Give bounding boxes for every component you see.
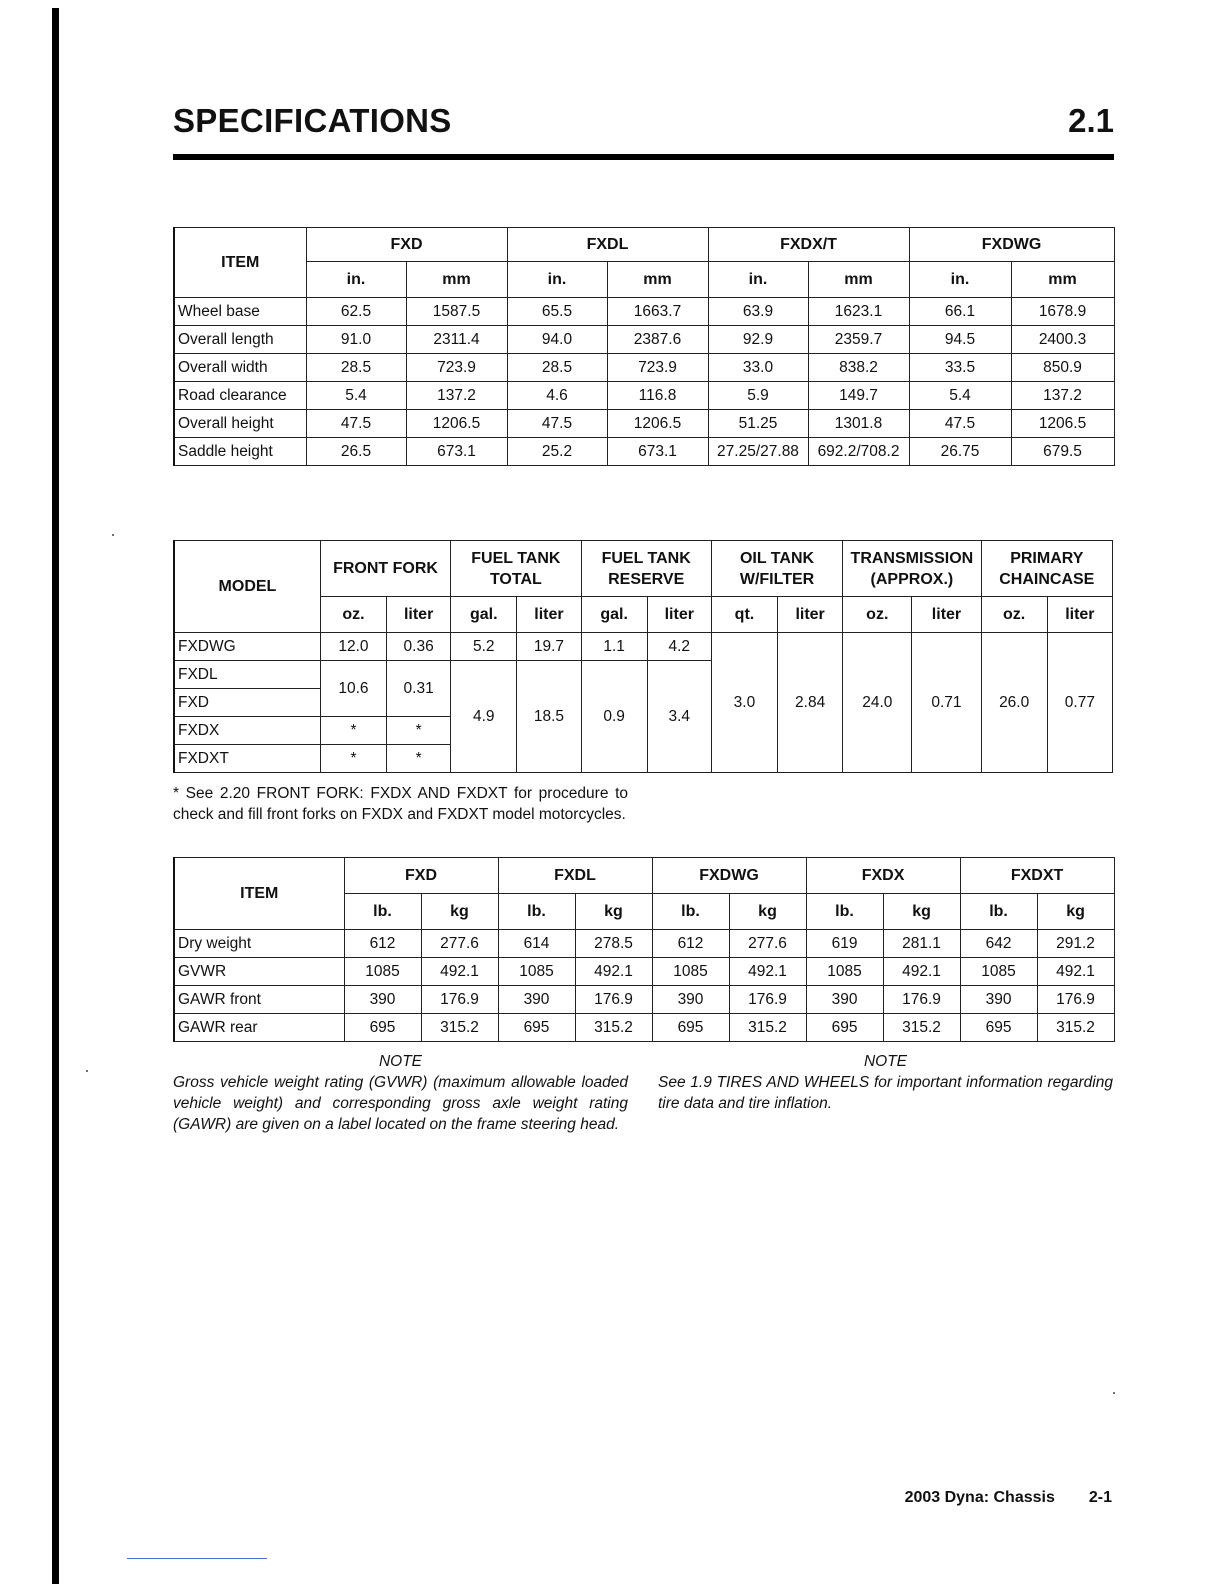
table-row [174,438,1114,466]
cell: 1301.8 [808,410,909,438]
cell: 24.0 [843,633,912,773]
cell: 315.2 [729,1014,806,1042]
unit-header: mm [808,262,909,298]
table-row [174,986,1114,1014]
cell: 1206.5 [406,410,507,438]
cell: 695 [498,1014,575,1042]
cell: 692.2/708.2 [808,438,909,466]
cell: 1623.1 [808,298,909,326]
cell: 673.1 [607,438,708,466]
cell: 91.0 [306,326,406,354]
cell: 5.4 [909,382,1011,410]
title-rule [173,154,1114,160]
cell: 492.1 [421,958,498,986]
header-line: PRIMARY [1010,549,1084,567]
tires-note [658,1051,1113,1114]
table-row [174,958,1114,986]
cell: 619 [806,930,883,958]
cell: 5.4 [306,382,406,410]
cell: 0.31 [387,661,451,717]
model-header: FXD [344,858,498,894]
table-row [174,354,1114,382]
cell: 51.25 [708,410,808,438]
unit-header: oz. [843,597,912,633]
model-header: FXDX/T [708,228,909,262]
item-header: ITEM [174,228,306,298]
model-header: FXDX [806,858,960,894]
row-label: FXDL [174,661,320,689]
header-line: CHAINCASE [999,570,1095,588]
cell: 149.7 [808,382,909,410]
cell: 1085 [960,958,1037,986]
cell: 492.1 [1037,958,1114,986]
unit-header: liter [1047,597,1112,633]
table-row [174,1014,1114,1042]
cell: 2400.3 [1011,326,1114,354]
cell: 1663.7 [607,298,708,326]
cell: 1206.5 [607,410,708,438]
cell: 28.5 [306,354,406,382]
model-header: FXDL [507,228,708,262]
weights-table [173,857,1115,1042]
page-number: 2-1 [1088,1489,1112,1506]
unit-header: liter [387,597,451,633]
header-line: RESERVE [608,570,685,588]
unit-header: kg [1037,894,1114,930]
table-row [174,298,1114,326]
header-line: FUEL TANK [601,549,691,567]
header-line: (APPROX.) [870,570,954,588]
cell: 695 [344,1014,421,1042]
unit-header: in. [306,262,406,298]
table-row [174,326,1114,354]
table-row [174,633,1113,661]
header-line: TOTAL [489,570,542,588]
unit-header: in. [708,262,808,298]
row-label: Dry weight [174,930,344,958]
gvwr-note [173,1051,628,1135]
unit-header: lb. [652,894,729,930]
cell: 28.5 [507,354,607,382]
cell: 673.1 [406,438,507,466]
cell: 0.36 [387,633,451,661]
row-label: Overall length [174,326,306,354]
cell: 277.6 [421,930,498,958]
cell: 315.2 [421,1014,498,1042]
note-heading: NOTE [863,1053,908,1070]
note-text: See 1.9 TIRES AND WHEELS for important information regarding tire data and tire inflation. [658,1074,1113,1112]
cell: 277.6 [729,930,806,958]
fuel-tank-reserve-header [581,541,711,597]
cell: 19.7 [517,633,581,661]
cell: 26.75 [909,438,1011,466]
row-label: GVWR [174,958,344,986]
cell: 62.5 [306,298,406,326]
unit-header: mm [1011,262,1114,298]
unit-header: lb. [806,894,883,930]
header-line: W/FILTER [739,570,815,588]
cell: 291.2 [1037,930,1114,958]
cell: 723.9 [607,354,708,382]
cell: 12.0 [320,633,386,661]
cell: 695 [960,1014,1037,1042]
header-line: TRANSMISSION [850,549,974,567]
row-label: Road clearance [174,382,306,410]
cell: 137.2 [1011,382,1114,410]
row-label: Saddle height [174,438,306,466]
cell: 1085 [498,958,575,986]
cell: 176.9 [883,986,960,1014]
cell: 390 [344,986,421,1014]
cell: 390 [960,986,1037,1014]
unit-header: oz. [981,597,1047,633]
scan-speck [86,1070,88,1072]
unit-header: gal. [581,597,647,633]
row-label: GAWR front [174,986,344,1014]
row-label: GAWR rear [174,1014,344,1042]
model-header: FXDWG [909,228,1114,262]
cell: 25.2 [507,438,607,466]
model-header: FXDWG [652,858,806,894]
unit-header: mm [607,262,708,298]
unit-header: oz. [320,597,386,633]
cell: 94.0 [507,326,607,354]
cell: 315.2 [883,1014,960,1042]
cell: 2359.7 [808,326,909,354]
cell: * [387,717,451,745]
page-footer [905,1489,1112,1507]
cell: 850.9 [1011,354,1114,382]
cell: 65.5 [507,298,607,326]
cell: 66.1 [909,298,1011,326]
cell: 492.1 [729,958,806,986]
cell: 315.2 [575,1014,652,1042]
model-header: FXDXT [960,858,1114,894]
scan-speck [112,534,114,536]
transmission-header [843,541,981,597]
unit-header: mm [406,262,507,298]
note-heading: NOTE [378,1053,423,1070]
table-row [174,930,1114,958]
row-label: FXDXT [174,745,320,773]
cell: 3.4 [647,661,711,773]
unit-header: liter [778,597,843,633]
cell: 1678.9 [1011,298,1114,326]
cell: 3.0 [711,633,777,773]
unit-header: kg [729,894,806,930]
row-label: FXD [174,689,320,717]
cell: 838.2 [808,354,909,382]
cell: 1587.5 [406,298,507,326]
cell: 642 [960,930,1037,958]
cell: 281.1 [883,930,960,958]
cell: 2387.6 [607,326,708,354]
cell: * [320,745,386,773]
cell: 492.1 [575,958,652,986]
footnote-text: See 2.20 FRONT FORK: FXDX AND FXDXT for procedure to check and fill front forks on FXDX and FXDXT model motorcycles. [173,785,628,823]
scan-speck [1113,1392,1115,1394]
cell: * [320,717,386,745]
row-label: Wheel base [174,298,306,326]
cell: 26.0 [981,633,1047,773]
cell: 0.77 [1047,633,1112,773]
fuel-tank-total-header [451,541,581,597]
header-line: FRONT FORK [333,560,438,577]
unit-header: lb. [344,894,421,930]
cell: 278.5 [575,930,652,958]
cell: 612 [652,930,729,958]
cell: 4.6 [507,382,607,410]
cell: 1206.5 [1011,410,1114,438]
cell: 27.25/27.88 [708,438,808,466]
model-header: FXDL [498,858,652,894]
row-label: FXDWG [174,633,320,661]
cell: 116.8 [607,382,708,410]
cell: 176.9 [575,986,652,1014]
cell: 723.9 [406,354,507,382]
cell: 390 [498,986,575,1014]
cell: 679.5 [1011,438,1114,466]
cell: 612 [344,930,421,958]
cell: 0.71 [912,633,981,773]
asterisk-icon: * [173,785,180,802]
unit-header: kg [883,894,960,930]
section-number: 2.1 [1068,102,1114,139]
table-row [174,382,1114,410]
cell: 5.2 [451,633,517,661]
scan-line [127,1558,267,1559]
row-label: FXDX [174,717,320,745]
dimensions-table [173,227,1115,466]
cell: 176.9 [1037,986,1114,1014]
cell: 10.6 [320,661,386,717]
cell: 4.2 [647,633,711,661]
unit-header: kg [575,894,652,930]
unit-header: liter [912,597,981,633]
cell: 2.84 [778,633,843,773]
cell: 390 [652,986,729,1014]
cell: 1085 [806,958,883,986]
cell: 33.0 [708,354,808,382]
cell: * [387,745,451,773]
cell: 2311.4 [406,326,507,354]
unit-header: liter [647,597,711,633]
unit-header: liter [517,597,581,633]
cell: 390 [806,986,883,1014]
cell: 176.9 [729,986,806,1014]
cell: 0.9 [581,661,647,773]
cell: 315.2 [1037,1014,1114,1042]
cell: 18.5 [517,661,581,773]
unit-header: in. [507,262,607,298]
cell: 26.5 [306,438,406,466]
cell: 614 [498,930,575,958]
cell: 94.5 [909,326,1011,354]
cell: 176.9 [421,986,498,1014]
note-text: Gross vehicle weight rating (GVWR) (maximum allowable loaded vehicle weight) and corresponding gross axle weight rating (GAWR) are given on a label located on the frame steering head. [173,1074,628,1133]
capacities-table [173,540,1113,773]
cell: 695 [806,1014,883,1042]
cell: 92.9 [708,326,808,354]
cell: 137.2 [406,382,507,410]
row-label: Overall width [174,354,306,382]
cell: 47.5 [306,410,406,438]
unit-header: lb. [960,894,1037,930]
page-binding-edge [52,8,59,1584]
footer-title: 2003 Dyna: Chassis [904,1489,1055,1506]
unit-header: kg [421,894,498,930]
cell: 47.5 [507,410,607,438]
cell: 33.5 [909,354,1011,382]
unit-header: qt. [711,597,777,633]
table-row [174,410,1114,438]
model-header: MODEL [174,541,320,633]
cell: 63.9 [708,298,808,326]
cell: 47.5 [909,410,1011,438]
cell: 695 [652,1014,729,1042]
header-line: OIL TANK [739,549,815,567]
unit-header: in. [909,262,1011,298]
row-label: Overall height [174,410,306,438]
cell: 5.9 [708,382,808,410]
item-header: ITEM [174,858,344,930]
fork-footnote [173,783,628,825]
cell: 1085 [344,958,421,986]
front-fork-header [320,541,450,597]
model-header: FXD [306,228,507,262]
unit-header: gal. [451,597,517,633]
unit-header: lb. [498,894,575,930]
oil-tank-header [711,541,842,597]
page-title: SPECIFICATIONS [173,102,452,139]
cell: 1085 [652,958,729,986]
cell: 1.1 [581,633,647,661]
cell: 492.1 [883,958,960,986]
header-line: FUEL TANK [471,549,561,567]
cell: 4.9 [451,661,517,773]
primary-chaincase-header [981,541,1112,597]
